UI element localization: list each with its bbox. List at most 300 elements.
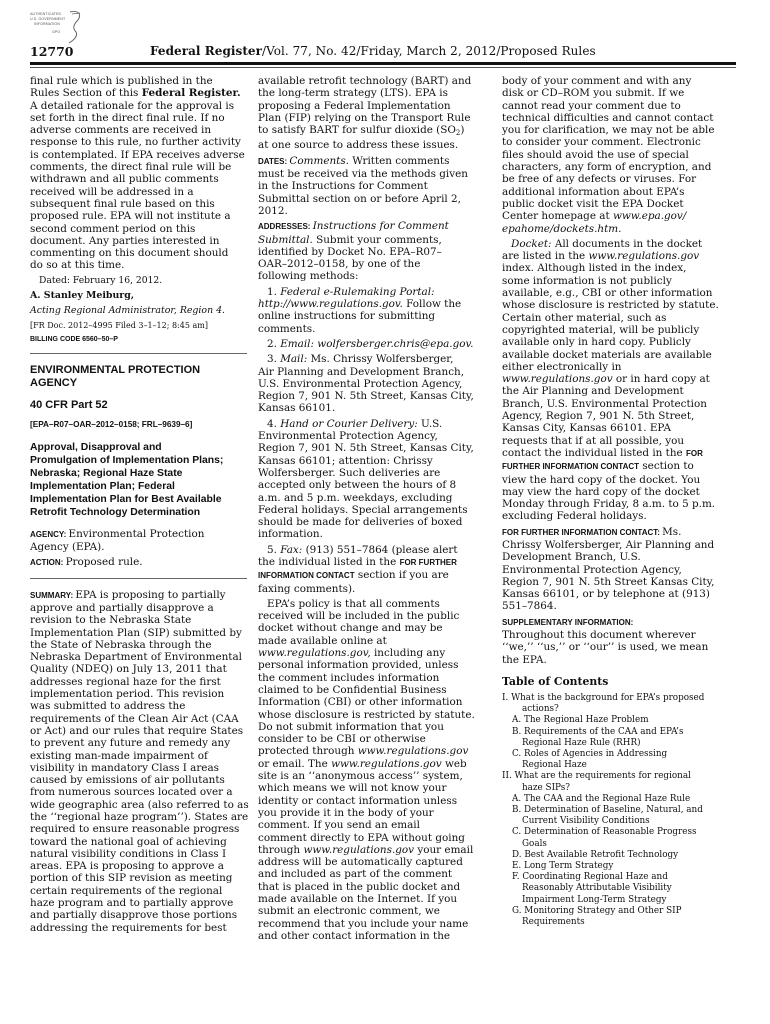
toc-subitem (502, 749, 738, 771)
text-line: haze SIPs? (522, 782, 570, 793)
text-segment: www.regulations.gov (502, 373, 613, 386)
text-segment: epahome/dockets.htm. (502, 222, 622, 235)
text-line (258, 338, 492, 350)
text-line: and included as part of the comment (258, 868, 453, 881)
text-line: Reasonably Attributable Visibility (522, 883, 672, 894)
text-line: Regional Haze Rule (RHR) (522, 737, 641, 748)
run-in-label: SUPPLEMENTARY INFORMATION: (502, 617, 634, 627)
column-1 (30, 75, 247, 937)
text-line: Current Visibility Conditions (522, 816, 650, 827)
text-line (502, 460, 738, 473)
text-line: toward the national goal of achieving (30, 835, 227, 848)
run-in-label: FOR (686, 448, 703, 458)
text-line: comments, the direct final rule will be (30, 161, 232, 174)
paragraph (258, 598, 492, 942)
toc-item (502, 693, 738, 715)
dated-line (30, 275, 247, 287)
toc-item (502, 771, 738, 793)
paragraph (30, 589, 247, 934)
text-line: adverse comments are received in (30, 124, 212, 137)
text-line (502, 616, 738, 629)
text-segment: through (258, 843, 304, 856)
text-segment: www.regulations.gov (357, 745, 469, 758)
text-line: A. The CAA and the Regional Haze Rule (512, 793, 691, 804)
text-line: online instructions for submitting (258, 310, 436, 323)
text-line: Approval, Disapproval and (30, 441, 162, 453)
text-line: 551–7864. (502, 600, 557, 613)
text-segment: or email. The (258, 757, 332, 770)
text-line: wide geographic area (also referred to as (30, 798, 249, 811)
run-in-label: INFORMATION CONTACT (258, 571, 355, 581)
text-line (258, 544, 492, 556)
text-segment: www.epa.gov/ (612, 210, 687, 223)
toc-subitem (502, 805, 738, 827)
text-line (258, 418, 492, 430)
text-line: to consider your comment. Electronic (502, 136, 701, 149)
text-line: withdrawn and all public comments (30, 173, 219, 186)
text-line: set forth in the direct final rule. If no (30, 111, 225, 124)
text-line: address will be automatically captured (258, 856, 463, 869)
run-in-label: FURTHER INFORMATION CONTACT (502, 462, 640, 472)
text-line: Air Planning and Development Branch, (258, 365, 465, 378)
toc-subitem (502, 827, 738, 849)
paragraph (502, 526, 738, 613)
toc-subitem (502, 727, 738, 749)
text-line (258, 298, 492, 310)
page-number: 12770 (30, 44, 74, 59)
signer-title (30, 305, 247, 317)
text-line: Region 7, 901 N. 5th Street Kansas City, (502, 575, 715, 588)
text-line: required to ensure reasonable progress (30, 823, 240, 836)
text-line: received will be addressed in a (30, 185, 194, 198)
text-segment: EPA is proposing to partially (75, 588, 226, 601)
text-line: caused by emissions of air pollutants (30, 774, 225, 787)
toc-subitem (502, 794, 738, 805)
logo-text: INFORMATION (34, 22, 60, 26)
text-segment: Comments. (289, 154, 349, 167)
text-line: ENVIRONMENTAL PROTECTION (30, 363, 201, 376)
text-line: G. Monitoring Strategy and Other SIP (512, 905, 682, 916)
text-line: the comment includes information (258, 671, 440, 684)
text-line: must be received via the methods given (258, 168, 468, 181)
text-line: disk or CD–ROM you submit. If we (502, 87, 685, 100)
text-line: Impairment Long-Term Strategy (522, 894, 667, 905)
text-line: information. (258, 528, 323, 541)
gpo-authenticated-logo (30, 10, 90, 46)
logo-text: AUTHENTICATED (30, 12, 62, 16)
text-line: II. What are the requirements for regional (502, 771, 691, 782)
text-line (258, 758, 492, 770)
text-line: Agency (EPA). (30, 541, 105, 554)
signer-name (30, 290, 247, 302)
text-line (30, 589, 247, 602)
text-line (30, 528, 247, 541)
text-line: public docket visit the EPA Docket (502, 197, 684, 210)
text-line (502, 526, 738, 539)
text-line: E. Long Term Strategy (512, 861, 614, 871)
toc-subitem (502, 861, 738, 872)
text-line: available docket materials are available (502, 348, 712, 361)
text-line: Environmental Protection Agency, (258, 430, 438, 443)
text-line: view the hard copy of the docket. You (502, 473, 701, 486)
text-segment: Docket: (511, 237, 552, 250)
text-line: was submitted to address the (30, 700, 186, 713)
paragraph (30, 528, 247, 554)
text-line: addressing the requirements for best (30, 921, 227, 934)
text-line: at one source to address these issues. (258, 139, 459, 152)
text-segment: section to (639, 460, 694, 473)
text-segment: 1. (267, 285, 281, 298)
text-line: subsequent final rule based on this (30, 197, 215, 210)
paragraph (502, 616, 738, 666)
publication-name: Federal Register (150, 44, 262, 58)
text-segment: 2 (455, 129, 461, 138)
text-line (258, 745, 492, 757)
text-line: response to this rule, no further activity (30, 136, 241, 149)
text-segment: to satisfy BART for sulfur dioxide (SO (258, 124, 456, 137)
text-line: Kansas City, Kansas 66101. EPA (502, 422, 671, 435)
text-segment: Ms. Chrissy Wolfersberger, (307, 353, 454, 366)
text-line: body of your comment and with any (502, 75, 692, 87)
text-line: A detailed rationale for the approval is (30, 99, 235, 112)
paragraph (502, 238, 738, 523)
text-line: recommend that you include your name (258, 917, 469, 930)
text-line: comment. If you send an email (258, 819, 420, 832)
run-in-label: ACTION: (30, 558, 66, 568)
text-segment: Submit your comments, (312, 233, 442, 246)
text-line: proposing a Federal Implementation (258, 99, 451, 112)
text-segment: Ms. (662, 525, 682, 538)
text-segment: web (441, 757, 467, 770)
text-line (30, 87, 247, 99)
toc-subitem (502, 850, 738, 861)
text-segment: section if you are (354, 569, 449, 582)
toc-subitem (502, 872, 738, 906)
paragraph (258, 286, 492, 335)
text-line: document. Any parties interested in (30, 234, 220, 247)
text-line: submit an electronic comment, we (258, 905, 440, 918)
text-line: Submittal section on or before April 2, (258, 192, 461, 205)
text-line: Development Branch, U.S. (502, 551, 641, 564)
text-line (258, 647, 492, 659)
text-line: commenting on this document should (30, 247, 229, 260)
text-line: Throughout this document wherever (502, 629, 696, 642)
text-line: A. Stanley Meiburg, (30, 289, 135, 301)
logo-text: U.S. GOVERNMENT (30, 17, 66, 21)
text-line: identity or contact information unless (258, 794, 458, 807)
text-line: natural visibility conditions in Class I (30, 847, 227, 860)
text-segment: Federal Register. (141, 87, 241, 100)
paragraph (30, 75, 247, 272)
paragraph (502, 75, 738, 235)
text-line: to prevent any future and remedy any (30, 737, 231, 750)
text-line: that is placed in the public docket and (258, 880, 461, 893)
text-line: second comment period on this (30, 222, 196, 235)
text-segment: All documents in the docket (551, 237, 703, 250)
text-line: be free of any defects or viruses. For (502, 173, 697, 186)
text-line: Goals (522, 838, 547, 849)
text-segment: Email: wolfersberger.chris@epa.gov. (280, 337, 474, 350)
text-line: Kansas 66101, or by telephone at (913) (502, 588, 710, 601)
text-line: areas. EPA is proposing to approve a (30, 860, 224, 873)
text-line: the ‘‘regional haze program’’). States are (30, 810, 249, 823)
text-line: index. Although listed in the index, (502, 262, 687, 275)
column-2 (258, 75, 492, 945)
text-line: consider to be CBI or otherwise (258, 733, 426, 746)
text-line: Acting Regional Administrator, Region 4. (30, 304, 226, 316)
text-segment: (913) 551–7864 (please alert (302, 543, 458, 556)
text-segment: Hand or Courier Delivery: (280, 417, 418, 430)
text-line: and other contact information in the (258, 929, 451, 942)
text-line: Quality (NDEQ) on July 13, 2011 that (30, 663, 227, 676)
run-in-label: AGENCY: (30, 529, 69, 539)
text-line: [EPA–R07–OAR–2012–0158; FRL–9639–6] (30, 419, 193, 429)
text-line: claimed to be Confidential Business (258, 683, 447, 696)
text-line (502, 250, 738, 262)
text-line (258, 234, 492, 246)
text-line: actions? (522, 704, 559, 715)
text-segment: www.regulations.gov, (258, 647, 371, 660)
text-line: the EPA. (502, 653, 547, 666)
text-segment: are listed in the (502, 250, 589, 263)
text-line: approve and partially disapprove a (30, 601, 214, 614)
run-in-label: SUMMARY: (30, 590, 76, 600)
logo-text: GPO (52, 30, 61, 34)
text-line: haze program and to partially approve (30, 897, 234, 910)
section-divider (30, 353, 247, 354)
paragraph (30, 556, 247, 569)
text-line (258, 220, 492, 233)
text-line: do so at this time. (30, 259, 125, 272)
text-segment: http://www.regulations.gov. (258, 298, 403, 311)
text-line: AGENCY (30, 376, 78, 389)
text-line: Agency, Region 7, 901 N. 5th Street, (502, 410, 695, 423)
cfr-part-heading (30, 399, 247, 412)
text-segment: www.regulations.gov (588, 250, 700, 263)
text-segment: Center homepage at (502, 210, 613, 223)
text-line (258, 286, 492, 298)
paragraph (258, 220, 492, 282)
text-segment: Federal e-Rulemaking Portal: (280, 285, 435, 298)
text-line: addresses regional haze for the first (30, 675, 221, 688)
text-line: B. Requirements of the CAA and EPA’s (512, 726, 684, 737)
issue-info: /Vol. 77, No. 42/Friday, March 2, 2012/Proposed Rules (261, 44, 596, 58)
text-line: the State of Nebraska through the (30, 638, 212, 651)
text-line: Implementation Plan (SIP) submitted by (30, 626, 242, 639)
text-line: F. Coordinating Regional Haze and (512, 872, 668, 883)
header-rule-thick (30, 62, 736, 65)
text-line: which means we will not know your (258, 782, 447, 795)
text-line (258, 353, 492, 365)
paragraph (258, 75, 492, 152)
text-line (502, 210, 738, 222)
text-line: BILLING CODE 6560–50–P (30, 335, 118, 343)
text-line: characters, any form of encryption, and (502, 161, 712, 174)
text-line: visibility in mandatory Class I areas (30, 761, 219, 774)
text-line: technical difficulties and cannot contact (502, 111, 714, 124)
text-line: EPA’s policy is that all comments (267, 597, 440, 610)
text-line: following methods: (258, 270, 359, 283)
text-segment: Mail: (280, 353, 308, 366)
text-segment: protected through (258, 745, 358, 758)
text-line (30, 556, 247, 569)
text-line (258, 569, 492, 582)
text-line (502, 223, 738, 235)
text-segment: your email (414, 843, 474, 856)
text-line: Requirements (522, 917, 585, 928)
text-segment: or in hard copy at (612, 373, 710, 386)
text-segment: 2. (267, 337, 281, 350)
text-line: and partially disapprove those portions (30, 909, 238, 922)
text-line: Kansas 66101; attention: Chrissy (258, 454, 433, 467)
text-segment: www.regulations.gov (303, 843, 415, 856)
text-segment: 3. (267, 353, 281, 366)
text-line: Federal holidays. Special arrangements (258, 503, 468, 516)
text-line: ‘‘we,’’ ‘‘us,’’ or ‘‘our’’ is used, we mean (502, 641, 709, 654)
text-segment: contact the individual listed in the (502, 446, 686, 459)
text-segment: U.S. (417, 417, 443, 430)
text-line: comment directly to EPA without going (258, 831, 465, 844)
text-line: D. Best Available Retrofit Technology (512, 849, 679, 860)
text-line (258, 844, 492, 856)
text-line (502, 238, 738, 250)
text-segment: Follow the (402, 298, 462, 311)
text-line: a.m. and 5 p.m. weekdays, excluding (258, 491, 453, 504)
text-line: accepted only between the hours of 8 (258, 479, 457, 492)
text-line: Do not submit information that you (258, 720, 444, 733)
text-line: Certain other material, such as (502, 311, 667, 324)
text-segment: including any (370, 647, 446, 660)
text-line: some information is not publicly (502, 274, 672, 287)
text-segment: Fax: (280, 543, 303, 556)
text-line: whose disclosure is restricted by statute. (502, 299, 719, 312)
paragraph (258, 338, 492, 350)
text-line: the long-term strategy (LTS). EPA is (258, 87, 448, 100)
text-line: revision to the Nebraska State (30, 614, 192, 627)
text-line: you provide it in the body of your (258, 806, 434, 819)
text-line: made available online at (258, 634, 387, 647)
text-line (502, 447, 738, 460)
text-line: Nebraska; Regional Haze State (30, 467, 183, 479)
toc-heading (502, 675, 738, 688)
text-line: existing man-made impairment of (30, 749, 208, 762)
text-line: available, e.g., CBI or other information (502, 287, 713, 300)
text-line: available retrofit technology (BART) and (258, 75, 472, 87)
text-line: cannot read your comment due to (502, 99, 681, 112)
text-line: whose disclosure is restricted by statute. (258, 708, 475, 721)
text-line: files should avoid the use of special (502, 148, 689, 161)
text-line: the Air Planning and Development (502, 385, 684, 398)
paragraph (258, 418, 492, 541)
text-line: Dated: February 16, 2012. (39, 274, 163, 286)
text-segment: ) (460, 124, 465, 137)
text-line: is contemplated. If EPA receives adverse (30, 148, 245, 161)
running-head (150, 44, 596, 58)
paragraph (258, 544, 492, 595)
text-line: in the Instructions for Comment (258, 180, 428, 193)
text-line: Environmental Protection Agency, (502, 563, 682, 576)
text-line: available only in hard copy. Publicly (502, 336, 691, 349)
text-line: U.S. Environmental Protection Agency, (258, 377, 463, 390)
text-line: identified by Docket No. EPA–R07– (258, 245, 442, 258)
text-segment: 4. (267, 417, 281, 430)
text-line: Table of Contents (502, 674, 609, 688)
text-line: OAR–2012–0158, by one of the (258, 258, 421, 271)
run-in-label: FOR FURTHER INFORMATION CONTACT: (502, 527, 663, 537)
text-line: should be made for deliveries of boxed (258, 516, 463, 529)
text-line: requests that if at all possible, you (502, 434, 685, 447)
text-segment: Instructions for Comment (312, 220, 449, 233)
text-line: Branch, U.S. Environmental Protection (502, 397, 707, 410)
text-line: Implementation Plan for Best Available (30, 493, 222, 505)
text-line: from numerous sources located over a (30, 786, 233, 799)
text-line: or Act) and our rules that require States (30, 724, 244, 737)
text-line: you for clarification, we may not be able (502, 124, 715, 137)
text-segment: Submittal. (258, 233, 313, 246)
text-line (502, 373, 738, 385)
text-line: personal information provided, unless (258, 659, 459, 672)
text-segment: Written comments (348, 154, 450, 167)
billing-code (30, 334, 247, 345)
text-line: site is an ‘‘anonymous access’’ system, (258, 770, 463, 783)
text-segment: www.regulations.gov (331, 757, 442, 770)
text-line: received will be included in the public (258, 610, 460, 623)
header-rule-thin (30, 67, 736, 68)
text-line: requirements of the Clean Air Act (CAA (30, 712, 239, 725)
text-line: portion of this SIP revision as meeting (30, 872, 233, 885)
text-line: faxing comments). (258, 582, 356, 595)
run-in-label: DATES: (258, 156, 290, 166)
rule-title (30, 441, 247, 519)
text-line (258, 155, 492, 168)
docket-number (30, 419, 247, 431)
agency-heading (30, 364, 247, 390)
text-line: I. What is the background for EPA’s proposed (502, 692, 705, 703)
text-line: Plan (FIP) relying on the Transport Rule (258, 111, 471, 124)
column-3 (502, 75, 738, 928)
text-line: Monday through Friday, 8 a.m. to 5 p.m. (502, 498, 716, 511)
eagle-icon (66, 10, 84, 44)
text-line: A. The Regional Haze Problem (512, 715, 649, 726)
text-line: excluding Federal holidays. (502, 510, 647, 523)
text-line: [FR Doc. 2012–4995 Filed 3–1–12; 8:45 am] (30, 320, 208, 330)
text-segment: Proposed rule. (65, 556, 143, 569)
text-line (258, 124, 492, 139)
text-line (258, 556, 492, 569)
text-line: Promulgation of Implementation Plans; (30, 454, 224, 466)
run-in-label: ADDRESSES: (258, 222, 313, 232)
text-line: Regional Haze (522, 760, 587, 771)
text-segment: Rules Section of this (30, 87, 142, 100)
text-line: Information (CBI) or other information (258, 696, 463, 709)
text-line: Nebraska Department of Environmental (30, 651, 242, 664)
paragraph (258, 353, 492, 414)
section-divider (30, 578, 247, 579)
text-line: implementation period. This revision (30, 688, 225, 701)
text-line: Implementation Plan; Federal (30, 480, 175, 492)
text-line: proposed rule. EPA will not institute a (30, 210, 231, 223)
text-segment: the individual listed in the (258, 555, 400, 568)
text-line: copyrighted material, will be publicly (502, 323, 700, 336)
text-line: 40 CFR Part 52 (30, 398, 108, 411)
text-line: comments. (258, 322, 316, 335)
text-line: docket without change and may be (258, 622, 443, 635)
text-segment: Environmental Protection (68, 527, 205, 540)
text-line: final rule which is published in the (30, 75, 213, 87)
toc-subitem (502, 715, 738, 726)
text-line: Region 7, 901 N. 5th Street, Kansas City, (258, 442, 474, 455)
text-line: may view the hard copy of the docket (502, 485, 700, 498)
